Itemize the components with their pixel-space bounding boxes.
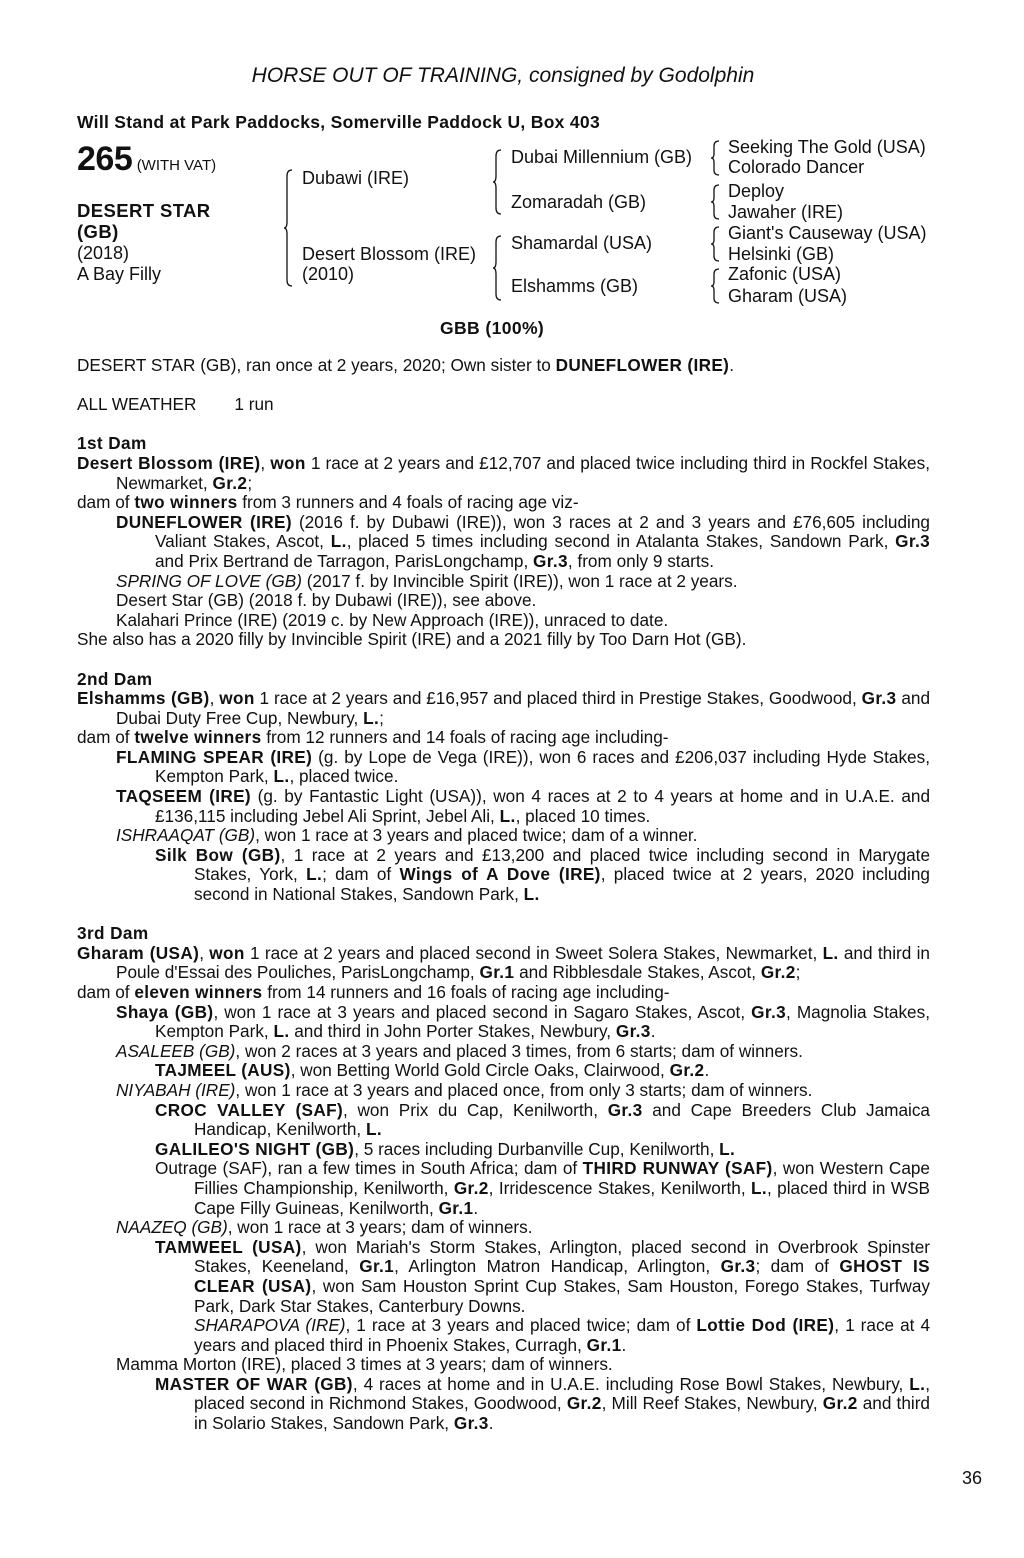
text-run: (g. by Fantastic Light (USA)), won 4 races at 2 to 4 years at home and in U.A.E. and £136,115 including Jebel Ali Sprint, Jebel Ali, xyxy=(155,786,931,826)
text-run: , placed third in WSB Cape Filly Guineas, Kenilworth, xyxy=(194,1177,930,1218)
bold-name: GHOST IS CLEAR (USA) xyxy=(194,1256,930,1296)
text-run: , Arlington Matron Handicap, Arlington, xyxy=(394,1256,721,1277)
bold-name: L. xyxy=(751,1177,767,1198)
bold-name: MASTER OF WAR (GB) xyxy=(155,1373,353,1394)
text-run: and third in Solario Stakes, Sandown Park, xyxy=(194,1393,930,1434)
bold-name: Gr.3 xyxy=(751,1001,787,1022)
all-weather-value: 1 run xyxy=(234,394,274,415)
stabling-location: Will Stand at Park Paddocks, Somerville Paddock U, Box 403 xyxy=(77,112,600,132)
text-run: , Irridescence Stakes, Kenilworth, xyxy=(488,1177,752,1198)
text-run: . xyxy=(650,1021,656,1042)
pedigree-entry xyxy=(77,1316,930,1355)
text-run: ; xyxy=(795,962,801,983)
italic-name: SHARAPOVA (IRE) xyxy=(194,1315,346,1336)
text-run: Mamma Morton (IRE), placed 3 times at 3 years; dam of winners. xyxy=(116,1354,613,1375)
pedigree-bracket-icon xyxy=(493,150,503,214)
bold-name: won xyxy=(219,688,255,709)
text-run: and Cape Breeders Club Jamaica Handicap, Kenilworth, xyxy=(194,1099,930,1140)
bold-name: Silk Bow (GB) xyxy=(155,844,281,865)
text-run: , won 2 races at 3 years and placed 3 times, from 6 starts; dam of winners. xyxy=(235,1040,803,1061)
italic-name: SPRING OF LOVE (GB) xyxy=(116,570,302,591)
bold-name: Gr.2 xyxy=(566,1393,602,1414)
pedigree-entry xyxy=(77,1140,930,1160)
text-run: ; dam of xyxy=(322,864,400,885)
pedigree-entry xyxy=(77,454,930,493)
bold-name: eleven winners xyxy=(134,982,263,1002)
bold-name: CROC VALLEY (SAF) xyxy=(155,1099,344,1120)
pedigree-entry xyxy=(77,944,930,983)
horse-description: A Bay Filly xyxy=(77,264,162,284)
text-run: , won 1 race at 3 years; dam of winners. xyxy=(227,1217,533,1238)
bold-name: FLAMING SPEAR (IRE) xyxy=(116,746,313,767)
pedigree-entry xyxy=(77,748,930,787)
text-run: , won 1 race at 3 years and placed twice; dam of a winner. xyxy=(255,825,698,846)
text-run: and Prix Bertrand de Tarragon, ParisLongchamp, xyxy=(155,550,534,571)
bold-name: GALILEO'S NIGHT (GB) xyxy=(155,1138,355,1159)
bold-name: L. xyxy=(822,942,839,963)
ancestor: Jawaher (IRE) xyxy=(728,202,844,222)
text-run: , xyxy=(199,942,210,963)
italic-name: NAAZEQ (GB) xyxy=(116,1217,228,1238)
pedigree-bracket-icon xyxy=(711,227,721,261)
bold-name: L. xyxy=(273,1021,290,1042)
text-run: , from only 9 starts. xyxy=(567,550,715,571)
text-run: . xyxy=(621,1334,627,1355)
text-run: She also has a 2020 filly by Invincible Spirit (IRE) and a 2021 filly by Too Darn Hot (GB). xyxy=(77,629,747,650)
bold-name: Gr.2 xyxy=(822,1393,858,1414)
pedigree-entry xyxy=(77,1238,930,1316)
text-run: (g. by Lope de Vega (IRE)), won 6 races and £206,037 including Hyde Stakes, Kempton Park, xyxy=(155,746,930,787)
bold-name: Wings of A Dove (IRE) xyxy=(399,864,601,885)
bold-name: Desert Blossom (IRE) xyxy=(77,452,261,473)
pedigree-bracket-icon xyxy=(711,141,721,175)
pedigree-entry xyxy=(77,826,930,846)
bold-name: Gr.2 xyxy=(212,472,248,493)
pedigree-entry xyxy=(77,493,930,513)
ancestor: Zafonic (USA) xyxy=(728,264,842,284)
bold-name: TAMWEEL (USA) xyxy=(155,1236,302,1257)
bold-name: Gharam (USA) xyxy=(77,942,200,963)
dam-section xyxy=(77,434,930,650)
sire-dam: Zomaradah (GB) xyxy=(511,192,647,212)
bold-name: Gr.2 xyxy=(453,1177,489,1198)
text-run: , 1 race at 2 years and £13,200 and placed twice including second in Marygate Stakes, York, xyxy=(194,844,931,885)
sire-sire: Dubai Millennium (GB) xyxy=(511,147,693,167)
bold-name: L. xyxy=(363,707,380,728)
pedigree-bracket-icon xyxy=(284,170,294,286)
bold-name: Gr.1 xyxy=(479,962,515,983)
horse-origin: (GB) xyxy=(77,221,119,242)
ancestor: Colorado Dancer xyxy=(728,157,865,177)
bold-name: TAQSEEM (IRE) xyxy=(116,786,251,807)
bold-name: Gr.3 xyxy=(615,1021,651,1042)
text-run: , 5 races including Durbanville Cup, Kenilworth, xyxy=(354,1138,720,1159)
dam-section xyxy=(77,924,930,1433)
pedigree-entry xyxy=(77,572,930,592)
bold-name: Gr.2 xyxy=(669,1060,705,1081)
bold-name: DUNEFLOWER (IRE) xyxy=(555,355,730,375)
bold-name: L. xyxy=(719,1138,736,1159)
all-weather-record xyxy=(77,395,930,415)
ancestor: Helsinki (GB) xyxy=(728,244,835,264)
pedigree-entry xyxy=(77,513,930,572)
bold-name: Gr.3 xyxy=(720,1256,756,1277)
pedigree-entry xyxy=(77,689,930,728)
catalogue-body xyxy=(77,356,930,1434)
dam-heading: 1st Dam xyxy=(77,433,147,454)
text-run: from 3 runners and 4 foals of racing age viz- xyxy=(237,492,579,513)
bold-name: Gr.3 xyxy=(533,550,568,571)
italic-name: ASALEEB (GB) xyxy=(116,1040,236,1061)
bold-name: L. xyxy=(523,884,540,905)
bold-name: Gr.3 xyxy=(453,1413,489,1434)
bold-name: Gr.3 xyxy=(895,531,930,552)
text-run: and Dubai Duty Free Cup, Newbury, xyxy=(116,688,930,728)
pedigree-entry xyxy=(77,1042,930,1062)
text-run: Outrage (SAF), ran a few times in South Africa; dam of xyxy=(155,1158,583,1179)
pedigree-entry xyxy=(77,846,930,905)
dam-sections xyxy=(77,434,930,1433)
text-run: , Mill Reef Stakes, Newbury, xyxy=(601,1393,823,1414)
bold-name: Lottie Dod (IRE) xyxy=(696,1315,835,1336)
lot-number: 265 xyxy=(77,140,133,178)
text-run: (2016 f. by Dubawi (IRE)), won 3 races at 2 and 3 years and £76,605 including Valiant Stakes, Ascot, xyxy=(155,511,930,552)
text-run: dam of xyxy=(77,727,135,748)
pedigree-entry xyxy=(77,1159,930,1218)
text-run: and third in Poule d'Essai des Pouliches, ParisLongchamp, xyxy=(116,942,930,983)
ancestor: Seeking The Gold (USA) xyxy=(728,137,926,157)
text-run: , won Prix du Cap, Kenilworth, xyxy=(343,1099,608,1120)
text-run: , placed twice at 2 years, 2020 including second in National Stakes, Sandown Park, xyxy=(194,864,930,905)
bold-name: twelve winners xyxy=(134,727,262,748)
text-run: . xyxy=(488,1413,494,1434)
text-run: dam of xyxy=(77,982,135,1002)
pedigree-entry xyxy=(77,591,930,611)
pedigree-entry xyxy=(77,728,930,748)
page-number: 36 xyxy=(962,1468,983,1488)
bold-name: Gr.1 xyxy=(586,1334,622,1355)
dam-year: (2010) xyxy=(302,264,355,284)
vat-note: (WITH VAT) xyxy=(136,157,217,174)
bold-name: Gr.1 xyxy=(438,1197,474,1218)
italic-name: NIYABAH (IRE) xyxy=(116,1079,236,1100)
bold-name: two winners xyxy=(134,492,238,513)
bold-name: TAJMEEL (AUS) xyxy=(155,1060,291,1081)
italic-name: ISHRAAQAT (GB) xyxy=(116,825,256,846)
text-run: DESERT STAR (GB), ran once at 2 years, 2020; Own sister to xyxy=(77,355,556,375)
bold-name: won xyxy=(270,452,306,473)
text-run: and third in John Porter Stakes, Newbury, xyxy=(289,1021,616,1042)
text-run: , won Sam Houston Sprint Cup Stakes, Sam Houston, Forego Stakes, Turfway Park, Dark Star Stakes, Canterbury Downs. xyxy=(194,1275,930,1316)
text-run: , placed twice. xyxy=(289,766,399,787)
text-run: 1 race at 2 years and £12,707 and placed twice including third in Rockfel Stakes, Newmarket, xyxy=(116,452,930,493)
bold-name: Elshamms (GB) xyxy=(77,688,210,709)
text-run: 1 race at 2 years and placed second in Sweet Solera Stakes, Newmarket, xyxy=(244,942,823,963)
dam-heading: 2nd Dam xyxy=(77,668,153,689)
text-run: , placed 10 times. xyxy=(515,805,651,826)
dam: Desert Blossom (IRE) xyxy=(302,244,477,264)
text-run: , placed 5 times including second in Atalanta Stakes, Sandown Park, xyxy=(346,531,896,552)
bold-name: L. xyxy=(499,805,516,826)
text-run: ; xyxy=(379,707,384,728)
text-run: . xyxy=(473,1197,479,1218)
text-run: , won Mariah's Storm Stakes, Arlington, placed second in Overbrook Spinster Stakes, Keeneland, xyxy=(194,1236,930,1277)
race-record-summary xyxy=(77,356,930,376)
ancestor: Gharam (USA) xyxy=(728,286,848,306)
text-run: and Ribblesdale Stakes, Ascot, xyxy=(514,962,761,983)
text-run: (2017 f. by Invincible Spirit (IRE)), won 1 race at 2 years. xyxy=(301,570,738,591)
text-run: . xyxy=(704,1060,710,1081)
text-run: from 14 runners and 16 foals of racing age including- xyxy=(262,982,670,1002)
text-run: , 1 race at 3 years and placed twice; dam of xyxy=(345,1315,697,1336)
page-title: HORSE OUT OF TRAINING, consigned by Godolphin xyxy=(251,64,755,87)
dam-section xyxy=(77,670,930,905)
text-run: dam of xyxy=(77,492,135,513)
pedigree-entry xyxy=(77,1003,930,1042)
text-run: ; dam of xyxy=(755,1256,840,1277)
text-run: , placed second in Richmond Stakes, Goodwood, xyxy=(194,1373,930,1414)
text-run: from 12 runners and 14 foals of racing age including- xyxy=(261,727,669,748)
pedigree-bracket-icon xyxy=(711,269,721,303)
pedigree-entry xyxy=(77,983,930,1003)
text-run: , Magnolia Stakes, Kempton Park, xyxy=(155,1001,930,1042)
text-run: , won Western Cape Fillies Championship, Kenilworth, xyxy=(194,1158,930,1198)
bold-name: Gr.2 xyxy=(760,962,796,983)
dam-dam: Elshamms (GB) xyxy=(511,276,639,296)
ancestor: Giant's Causeway (USA) xyxy=(728,223,927,243)
text-run: , 1 race at 4 years and placed third in Phoenix Stakes, Curragh, xyxy=(194,1315,931,1355)
text-run: . xyxy=(729,355,734,375)
bold-name: L. xyxy=(306,864,323,885)
ancestor: Deploy xyxy=(728,181,785,201)
pedigree-entry xyxy=(77,787,930,826)
bold-name: won xyxy=(209,942,245,963)
pedigree-entry xyxy=(77,630,930,650)
dam-sire: Shamardal (USA) xyxy=(511,233,653,253)
pedigree-entry xyxy=(77,1081,930,1101)
text-run: , won Betting World Gold Circle Oaks, Clairwood, xyxy=(290,1060,670,1081)
bold-name: L. xyxy=(365,1119,382,1140)
pedigree-bracket-icon xyxy=(711,185,721,219)
sire: Dubawi (IRE) xyxy=(302,168,410,188)
pedigree-entry xyxy=(77,1375,930,1434)
pedigree-bracket-icon xyxy=(493,236,503,300)
text-run: Desert Star (GB) (2018 f. by Dubawi (IRE)), see above. xyxy=(116,590,537,611)
bold-name: Gr.1 xyxy=(359,1256,395,1277)
bold-name: L. xyxy=(909,1373,926,1394)
pedigree-entry xyxy=(77,611,930,631)
text-run: ; xyxy=(247,472,253,493)
bold-name: Shaya (GB) xyxy=(116,1001,214,1022)
text-run: , won 1 race at 3 years and placed second in Sagaro Stakes, Ascot, xyxy=(213,1001,752,1022)
bold-name: L. xyxy=(330,531,347,552)
text-run: Kalahari Prince (IRE) (2019 c. by New Approach (IRE)), unraced to date. xyxy=(116,609,669,630)
horse-name: DESERT STAR xyxy=(77,200,211,221)
text-run: , xyxy=(209,688,220,709)
bold-name: L. xyxy=(273,766,290,787)
text-run: 1 race at 2 years and £16,957 and placed third in Prestige Stakes, Goodwood, xyxy=(254,688,862,709)
breeding-code: GBB (100%) xyxy=(440,318,545,338)
pedigree-entry xyxy=(77,1061,930,1081)
pedigree-entry xyxy=(77,1218,930,1238)
lot-header xyxy=(77,140,216,179)
text-run: , won 1 race at 3 years and placed once, from only 3 starts; dam of winners. xyxy=(235,1079,813,1100)
horse-year: (2018) xyxy=(77,243,130,263)
pedigree-entry xyxy=(77,1355,930,1375)
text-run: , 4 races at home and in U.A.E. including Rose Bowl Stakes, Newbury, xyxy=(352,1373,910,1394)
dam-heading: 3rd Dam xyxy=(77,923,149,944)
bold-name: DUNEFLOWER (IRE) xyxy=(116,511,292,532)
all-weather-label: ALL WEATHER xyxy=(77,394,197,415)
text-run: , xyxy=(260,452,271,473)
bold-name: Gr.3 xyxy=(861,688,897,709)
pedigree-entry xyxy=(77,1101,930,1140)
bold-name: THIRD RUNWAY (SAF) xyxy=(582,1158,773,1179)
bold-name: Gr.3 xyxy=(607,1099,643,1120)
